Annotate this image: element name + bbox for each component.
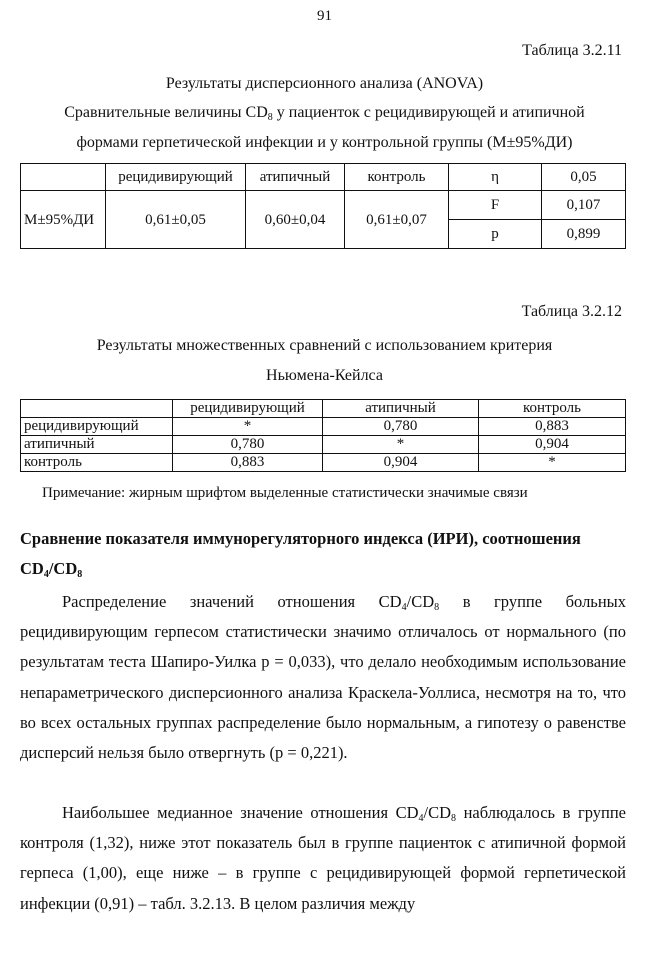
row-label-cell: M±95%ДИ xyxy=(21,191,106,249)
page-number: 91 xyxy=(317,8,332,24)
table2-title-line2: Ньюмена-Кейлса xyxy=(266,367,383,384)
value-cell: 0,61±0,07 xyxy=(345,191,449,249)
value-cell: * xyxy=(323,436,479,454)
stat-value-cell: 0,05 xyxy=(542,164,626,191)
stat-value-cell: 0,899 xyxy=(542,220,626,249)
value-cell: 0,780 xyxy=(323,418,479,436)
value-cell: 0,883 xyxy=(479,418,626,436)
value-cell: 0,60±0,04 xyxy=(246,191,345,249)
value-cell: 0,904 xyxy=(479,436,626,454)
header-cell: атипичный xyxy=(246,164,345,191)
table1-caption: Таблица 3.2.11 xyxy=(522,42,622,59)
stat-name-cell: F xyxy=(449,191,542,220)
value-cell: 0,883 xyxy=(173,454,323,472)
header-cell: контроль xyxy=(479,400,626,418)
newman-keuls-table xyxy=(20,399,626,472)
value-cell: * xyxy=(173,418,323,436)
paragraph-2: Наибольшее медианное значение отношения $CD_4/CD_8$ наблюдалось в группе контроля (1,32), ниже этот показатель был в группе пациенток с атипичной формой герпеса (1,00), еще ниже – в группе с рецидивирующей формой герпетической инфекции (0,91) – табл. 3.2.13. В целом различия между xyxy=(20,803,626,913)
table1-title-line3: формами герпетической инфекции и у контрольной группы (M±95%ДИ) xyxy=(76,134,573,151)
table1-title-line2: Сравнительные величины $CD_8$ у пациенток с рецидивирующей и атипичной xyxy=(64,104,585,123)
value-cell: 0,904 xyxy=(323,454,479,472)
row-label-cell: контроль xyxy=(21,454,173,472)
table2-note: Примечание: жирным шрифтом выделенные статистически значимые связи xyxy=(42,485,528,501)
table1-title-line1: Результаты дисперсионного анализа (ANOVA) xyxy=(165,75,484,92)
table2-title-line1: Результаты множественных сравнений с использованием критерия xyxy=(96,337,553,354)
stat-name-cell: η xyxy=(449,164,542,191)
stat-name-cell: p xyxy=(449,220,542,249)
row-label-cell: рецидивирующий xyxy=(21,418,173,436)
header-cell: рецидивирующий xyxy=(106,164,246,191)
value-cell: 0,780 xyxy=(173,436,323,454)
stat-value-cell: 0,107 xyxy=(542,191,626,220)
section-heading: Сравнение показателя иммунорегуляторного индекса (ИРИ), соотношения $CD_4/CD_8$ xyxy=(20,529,581,580)
table2-caption: Таблица 3.2.12 xyxy=(521,303,622,320)
empty-corner-cell xyxy=(21,400,173,418)
paragraph-1: Распределение значений отношения $CD_4/CD_8$ в группе больных рецидивирующим герпесом статистически значимо отличалось от нормального (по результатам теста Шапиро-Уилка p = 0,033), что делало необходимым использование непараметрического дисперсионного анализа Краскела-Уоллиса, несмотря на то, что во всех остальных группах распределение было нормальным, а гипотезу о равенстве дисперсий нельзя было отвергнуть (p = 0,221). xyxy=(20,592,626,763)
empty-corner-cell xyxy=(21,164,106,191)
value-cell: 0,61±0,05 xyxy=(106,191,246,249)
header-cell: рецидивирующий xyxy=(173,400,323,418)
row-label-cell: атипичный xyxy=(21,436,173,454)
anova-table xyxy=(20,163,626,249)
header-cell: атипичный xyxy=(323,400,479,418)
value-cell: * xyxy=(479,454,626,472)
header-cell: контроль xyxy=(345,164,449,191)
